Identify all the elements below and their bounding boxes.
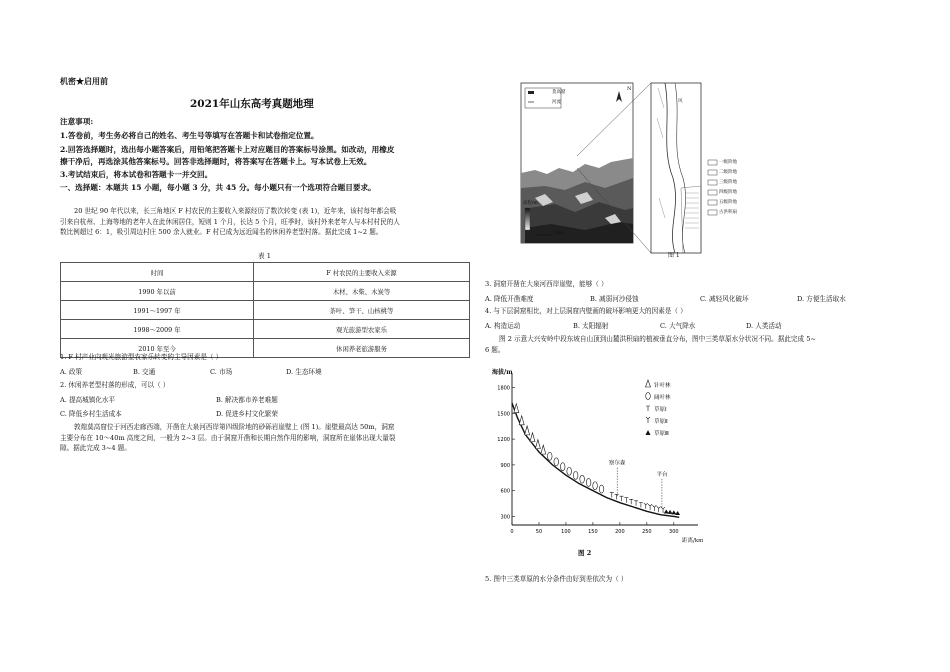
grassland-2-mark <box>657 506 661 512</box>
section-heading: 一、选择题：本题共 15 小题，每小题 3 分，共 45 分。每小题只有一个选项符合题目要求。 <box>60 183 376 192</box>
legend-river-label: 河流 <box>552 100 561 105</box>
conifer-mark <box>519 416 524 425</box>
table-cell: 1998～2009 年 <box>61 320 254 339</box>
grassland-1-mark <box>639 502 643 507</box>
legend-label: 草原Ⅰ <box>654 407 667 413</box>
y-tick-label: 1500 <box>497 411 510 418</box>
notice-item-1: 1.答卷前，考生务必将自己的姓名、考生号等填写在答题卡和试卷指定位置。 <box>60 131 319 140</box>
terrace-legend-5: 五级阶地 <box>719 200 737 205</box>
broadleaf-mark <box>586 478 591 486</box>
figure-1-caption: 图 1 <box>668 252 680 259</box>
x-axis-label: 距离/km <box>682 538 704 544</box>
figure-2-caption: 图 2 <box>578 549 592 557</box>
conifer-mark <box>535 440 540 449</box>
grassland-2-mark <box>652 505 656 511</box>
table-header-row <box>61 263 470 282</box>
x-tick-label: 250 <box>642 529 652 535</box>
notice-heading: 注意事项: <box>60 117 94 126</box>
figure-2 <box>490 365 720 570</box>
x-tick-label: 50 <box>535 529 543 535</box>
grassland-3-mark <box>668 510 673 514</box>
q2-option-b: B. 解决都市养老难题 <box>216 396 278 404</box>
intro-paragraph <box>60 206 480 238</box>
q3-option-c: C. 减轻风化破坏 <box>700 295 749 303</box>
y-tick-label: 1800 <box>497 385 510 392</box>
table-row <box>61 301 470 320</box>
legend-label: 阔叶林 <box>654 395 671 401</box>
legend-label: 草原Ⅱ <box>654 419 668 425</box>
legend-grass1-icon <box>646 406 650 411</box>
wind-label: 风 <box>678 99 683 104</box>
x-tick-label: 300 <box>669 529 679 535</box>
terrace-legend-2: 二级阶地 <box>719 170 737 175</box>
income-table <box>60 262 470 358</box>
y-tick-label: 900 <box>500 462 510 469</box>
terrace-legend-3: 三级阶地 <box>719 180 737 185</box>
q1-option-d: D. 生态环境 <box>286 368 322 376</box>
scale-label: 1km <box>553 231 563 236</box>
broadleaf-mark <box>567 467 572 475</box>
grassland-3-mark <box>671 510 676 514</box>
table-cell: 2010 年至今 <box>61 339 254 358</box>
x-tick-label: 200 <box>615 529 625 535</box>
notice-item-3: 3.考试结束后，将本试卷和答题卡一并交回。 <box>60 170 213 179</box>
notice-item-2b: 擦干净后，再选涂其他答案标号。回答非选择题时，将答案写在答题卡上。写本试卷上无效。 <box>60 157 372 166</box>
q2-option-d: D. 促进乡村文化繁荣 <box>216 410 278 418</box>
notice-item-2a: 2.回答选择题时，选出每小题答案后，用铅笔把答题卡上对应题目的答案标号涂黑。如改动，用橡皮 <box>60 145 395 154</box>
grassland-2-mark <box>661 507 665 513</box>
table-header-income: F 村农民的主要收入来源 <box>254 263 470 282</box>
legend-grass2-icon <box>646 417 650 423</box>
legend-grottoes-label: 莫高窟 <box>552 90 566 95</box>
grassland-3-mark <box>675 511 680 515</box>
table-cell: 木材、木柴、木炭等 <box>254 282 470 301</box>
question-3-stem: 3. 洞窟开凿在大泉河西岸崖壁，能够（ ） <box>485 280 608 288</box>
broadleaf-mark <box>554 458 559 466</box>
y-tick-label: 300 <box>500 514 510 521</box>
q2-option-c: C. 降低乡村生活成本 <box>60 410 122 418</box>
q3-option-b: B. 减弱河沙侵蚀 <box>590 295 639 303</box>
altitude-label: 高程/m <box>523 201 538 206</box>
conifer-mark <box>530 433 535 442</box>
table-cell: 观光旅游型农家乐 <box>254 320 470 339</box>
broadleaf-mark <box>599 485 604 493</box>
table-row <box>61 320 470 339</box>
q2-option-a: A. 提高城镇化水平 <box>60 396 116 404</box>
question-5-stem: 5. 图中三类草原的水分条件由好到差依次为（ ） <box>485 575 628 583</box>
legend-label: 针叶林 <box>654 383 671 389</box>
grassland-1-mark <box>619 496 623 501</box>
grassland-1-mark <box>615 494 619 499</box>
terrace-legend-4: 四级阶地 <box>719 190 737 195</box>
broadleaf-mark <box>560 463 565 471</box>
figure-1 <box>515 78 760 263</box>
y-tick-label: 1200 <box>497 437 510 444</box>
q3-option-d: D. 方便生活取水 <box>797 295 846 303</box>
grassland-1-mark <box>624 498 628 503</box>
grassland-3-mark <box>664 509 669 513</box>
table-row <box>61 282 470 301</box>
q4-option-b: B. 太阳辐射 <box>573 322 609 330</box>
grassland-1-mark <box>610 493 614 498</box>
intro3-paragraph <box>485 334 895 355</box>
grassland-2-mark <box>648 504 652 510</box>
question-2-stem: 2. 休闲养老型村落的形成，可以（ ） <box>60 381 170 389</box>
table-cell: 1991～1997 年 <box>61 301 254 320</box>
conifer-mark <box>541 445 546 454</box>
q3-option-a: A. 降低开凿难度 <box>485 295 534 303</box>
intro-line: 引来自杭州、上海等地的老年人在此休闲居住，短则 1 个月，长达 5 个月，旺季时，该村外来老年人与本村村民的人 <box>60 217 400 226</box>
terrace-legend-1: 一级阶地 <box>719 160 737 165</box>
question-1-stem: 1. F 村产业向观光旅游型农家乐转变的主导因素是（ ） <box>60 353 223 361</box>
legend-conifer-icon <box>646 380 651 387</box>
intro-line: 20 世纪 90 年代以来，长三角地区 F 村农民的主要收入来源经历了数次转变 (表 1)，近年来，该村每年都会吸 <box>74 207 397 215</box>
intro3-line: 图 2 示意大兴安岭中段东坡自山顶到山麓洪积扇的植被垂直分布，图中三类草原水分状况不同。据此完成 5~ <box>499 335 816 343</box>
legend-grass3-icon <box>646 430 651 435</box>
legend-label: 草原Ⅲ <box>654 431 669 437</box>
table-caption: 表 1 <box>258 252 271 260</box>
north-label: N <box>627 86 632 92</box>
intro2-line: 敦煌莫高窟位于河西走廊西端，开凿在大泉河西岸第四级阶地的砂砾岩崖壁上 (图 1)。崖壁最高达 50m，洞窟 <box>74 423 395 431</box>
annotation-label: 平台 <box>656 471 668 478</box>
x-tick-label: 150 <box>588 529 598 535</box>
grassland-1-mark <box>629 499 633 504</box>
table-cell: 茶叶、笋干、山核桃等 <box>254 301 470 320</box>
table-cell: 1990 年以前 <box>61 282 254 301</box>
grassland-1-mark <box>634 501 638 506</box>
table-cell: 休闲养老旅游服务 <box>254 339 470 358</box>
x-tick-label: 100 <box>561 529 571 535</box>
y-tick-label: 600 <box>500 488 510 495</box>
q4-option-c: C. 大气降水 <box>660 322 696 330</box>
intro2-paragraph <box>60 422 480 454</box>
broadleaf-mark <box>573 471 578 479</box>
broadleaf-mark <box>547 452 552 460</box>
conifer-mark <box>525 426 530 435</box>
q1-option-a: A. 政策 <box>60 368 83 376</box>
broadleaf-mark <box>593 482 598 490</box>
question-4-stem: 4. 与下层洞窟相比，对上层洞窟内壁画的破坏影响更大的因素是（ ） <box>485 307 687 315</box>
legend-broadleaf-icon <box>646 393 651 400</box>
terrace-legend-6: 古洪积扇 <box>719 210 737 215</box>
q1-option-b: B. 交通 <box>133 368 156 376</box>
intro2-line: 隙。据此完成 3~4 题。 <box>60 444 131 452</box>
annotation-label: 察尔森 <box>608 460 626 467</box>
intro2-line: 主要分布在 10～40m 高度之间，一般为 2~3 层。由于洞窟开凿和长期自然作用的影响，洞窟所在崖体出现大量裂 <box>60 433 396 442</box>
broadleaf-mark <box>580 475 585 483</box>
table-header-time: 时间 <box>61 263 254 282</box>
intro3-line: 6 题。 <box>485 345 505 354</box>
intro-line: 数比例超过 6：1，吸引周边村庄 500 余人就业。F 村已成为远近闻名的休闲养老型村落。据此完成 1~2 题。 <box>60 228 383 236</box>
y-axis-label: 海拔/m <box>492 369 513 376</box>
secret-label: 机密★启用前 <box>60 76 108 86</box>
q1-option-c: C. 市场 <box>210 368 233 376</box>
x-tick-label: 0 <box>510 529 514 535</box>
q4-option-a: A. 构造运动 <box>485 322 521 330</box>
q4-option-d: D. 人类活动 <box>746 322 782 330</box>
grassland-2-mark <box>644 503 648 509</box>
page-title: 2021年山东高考真题地理 <box>190 98 314 110</box>
notice-block <box>60 117 480 193</box>
